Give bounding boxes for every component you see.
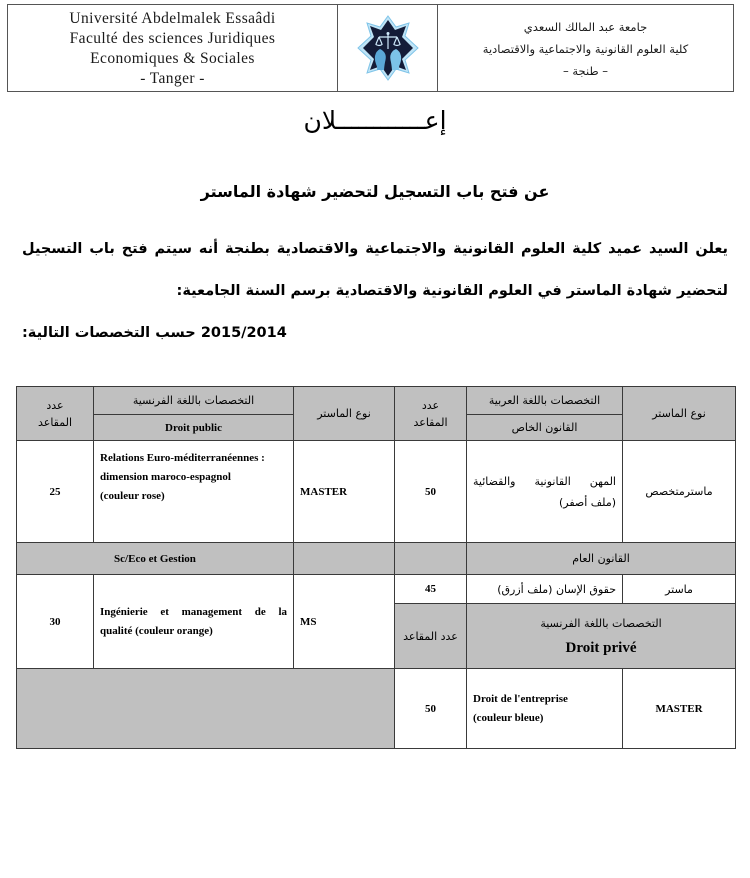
row3-master-type: MASTER: [623, 669, 736, 749]
band-spacer-1: [294, 543, 395, 575]
university-emblem-icon: [355, 15, 421, 81]
row1-seats-fr: 25: [17, 441, 94, 543]
band-qanoun-aam: القانون العام: [467, 543, 736, 575]
table-row: [17, 441, 736, 543]
header-master-type-ar: نوع الماستر: [623, 387, 736, 441]
faculty-name-fr-line2: Economiques & Sociales: [90, 50, 255, 67]
letterhead-french-block: [8, 5, 338, 91]
band-sc-eco-gestion: Sc/Eco et Gestion: [17, 543, 294, 575]
row2-seats-ar: 45: [395, 575, 467, 604]
row1-specialty-ar: المهن القانونية والقضائية (ملف أصفر): [467, 441, 623, 543]
header-specialties-ar: التخصصات باللغة العربية: [467, 387, 623, 415]
section-qanoun-khass: القانون الخاص: [467, 415, 623, 441]
row2-master-type-fr: MS: [294, 575, 395, 669]
letterhead-logo-block: [338, 5, 438, 91]
announcement-body: [22, 228, 728, 354]
faculty-name-fr-line1: Faculté des sciences Juridiques: [69, 30, 276, 47]
header-master-type-fr: نوع الماستر: [294, 387, 395, 441]
body-line-1: يعلن السيد عميد كلية العلوم القانونية والاجتماعية والاقتصادية بطنجة أنه سيتم فتح: [121, 241, 728, 257]
header-seats-ar: عدد المقاعد: [395, 387, 467, 441]
row2-seats-fr: 30: [17, 575, 94, 669]
row2-specialty-fr: Ingénierie et management de la qualité (couleur orange): [94, 575, 294, 669]
header-specialties-fr: التخصصات باللغة الفرنسية: [94, 387, 294, 415]
university-name-ar: جامعة عبد المالك السعدي: [523, 20, 648, 34]
city-name-fr: - Tanger -: [140, 70, 205, 87]
letterhead: [7, 4, 734, 92]
city-name-ar: – طنجة –: [562, 64, 609, 78]
body-line-3: 2015/2014 حسب التخصصات التالية:: [22, 325, 287, 341]
specialties-table: [16, 386, 736, 749]
row1-seats-ar: 50: [395, 441, 467, 543]
letterhead-arabic-block: [438, 5, 733, 91]
subheader-seats: عدد المقاعد: [395, 604, 467, 669]
row1-master-type-fr: MASTER: [294, 441, 395, 543]
page-title: إعــــــــــــلان: [303, 106, 447, 135]
row1-master-type-ar: ماسترمتخصص: [623, 441, 736, 543]
row3-empty-left: [17, 669, 395, 749]
page-subtitle: عن فتح باب التسجيل لتحضير شهادة الماستر: [200, 182, 550, 201]
header-seats-fr: عدد المقاعد: [17, 387, 94, 441]
row3-specialty: Droit de l'entreprise (couleur bleue): [467, 669, 623, 749]
band-spacer-2: [395, 543, 467, 575]
subheader-specialties-fr: التخصصات باللغة الفرنسية Droit privé: [467, 604, 736, 669]
university-name-fr: Université Abdelmalek Essaâdi: [69, 10, 276, 27]
table-row: [17, 669, 736, 749]
table-row: [17, 575, 736, 604]
row2-master-type-ar: ماستر: [623, 575, 736, 604]
table-section-band: [17, 543, 736, 575]
table-header-row-1: [17, 387, 736, 415]
row3-seats: 50: [395, 669, 467, 749]
row2-specialty-ar: حقوق الإسان (ملف أزرق): [467, 575, 623, 604]
body-line-2: باب التسجيل لتحضير شهادة الماستر في العلوم القانونية والاقتصادية برسم السنة الجامعية:: [22, 241, 728, 299]
row1-specialty-fr: Relations Euro-méditerranéennes : dimension maroco-espagnol (couleur rose): [94, 441, 294, 543]
section-droit-public: Droit public: [94, 415, 294, 441]
faculty-name-ar: كلية العلوم القانونية والاجتماعية والاقتصادية: [482, 42, 689, 56]
